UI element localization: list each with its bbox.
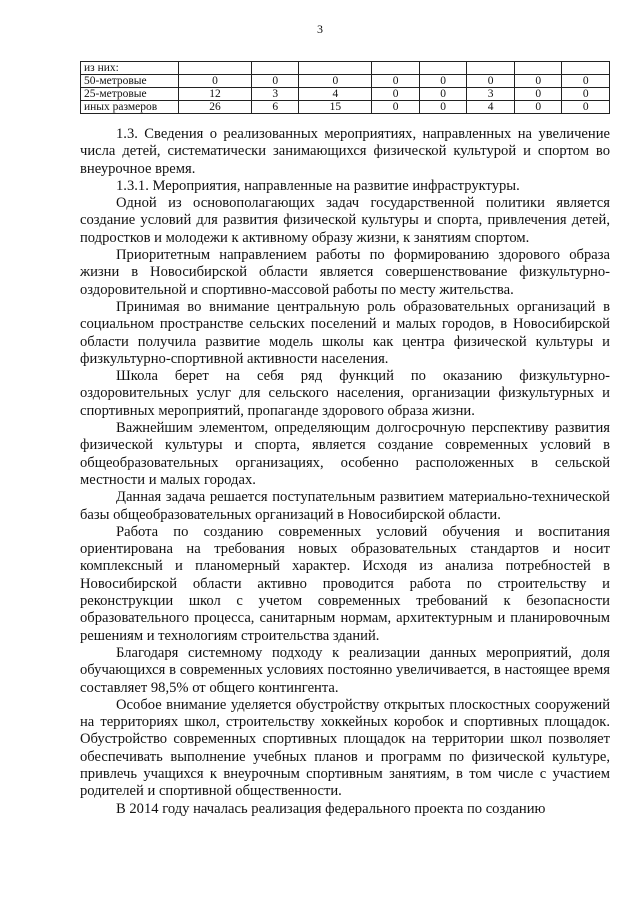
table-cell: 0	[562, 101, 610, 114]
table-row	[81, 62, 610, 75]
section-heading: 1.3. Сведения о реализованных мероприятиях, направленных на увеличение числа детей, систематически занимающихся физической культурой и спортом во внеурочное время.	[80, 126, 610, 177]
table-cell: 0	[562, 88, 610, 101]
table-cell: 0	[562, 75, 610, 88]
table-row	[81, 88, 610, 101]
table-cell: 3	[251, 88, 299, 101]
table-cell	[299, 62, 372, 75]
subsection-heading: 1.3.1. Мероприятия, направленные на развитие инфраструктуры.	[116, 177, 520, 194]
paragraph: Приоритетным направлением работы по формированию здорового образа жизни в Новосибирской области является совершенствование физкультурно-оздоровительной и спортивно-массовой работы по месту жительства.	[80, 247, 610, 298]
table-cell: 3	[467, 88, 515, 101]
paragraph: Школа берет на себя ряд функций по оказанию физкультурно-оздоровительных услуг для сельского населения, организации физкультурных и спортивных мероприятий, пропаганде здорового образа жизни.	[80, 368, 610, 419]
document-body	[80, 126, 610, 818]
table-cell: 0	[372, 88, 420, 101]
paragraph: Принимая во внимание центральную роль образовательных организаций в социальном пространстве сельских поселений и малых городов, в Новосибирской области получила развитие модель школы как центра физической культуры и физкультурно-спортивной активности населения.	[80, 298, 610, 367]
table-cell: 0	[372, 75, 420, 88]
table-cell: 0	[299, 75, 372, 88]
row-label: 25-метровые	[81, 88, 179, 101]
row-label: иных размеров	[81, 101, 179, 114]
paragraph: Благодаря системному подходу к реализации данных мероприятий, доля обучающихся в современных условиях постоянно увеличивается, в настоящее время составляет 98,5% от общего контингента.	[80, 644, 610, 696]
table-subheader: из них:	[81, 62, 179, 75]
table-cell	[251, 62, 299, 75]
table-cell: 0	[372, 101, 420, 114]
table-cell: 0	[514, 75, 562, 88]
table-cell	[467, 62, 515, 75]
paragraph: Одной из основополагающих задач государственной политики является создание условий для развития физической культуры и спорта, привлечения детей, подростков и молодежи к активному образу жизни, к занятиям спортом.	[80, 195, 610, 246]
table-cell: 0	[467, 75, 515, 88]
table-cell: 0	[251, 75, 299, 88]
table-cell	[562, 62, 610, 75]
table-cell: 12	[179, 88, 252, 101]
table-row	[81, 75, 610, 88]
table-cell	[372, 62, 420, 75]
row-label: 50-метровые	[81, 75, 179, 88]
table-cell: 6	[251, 101, 299, 114]
paragraph: В 2014 году началась реализация федерального проекта по созданию	[116, 800, 546, 817]
table-cell: 26	[179, 101, 252, 114]
table-row	[81, 101, 610, 114]
table-cell: 0	[179, 75, 252, 88]
paragraph: Данная задача решается поступательным развитием материально-технической базы общеобразовательных организаций в Новосибирской области.	[80, 489, 610, 523]
table-cell: 0	[514, 88, 562, 101]
table-cell: 4	[299, 88, 372, 101]
table-cell: 0	[419, 101, 467, 114]
table-cell	[179, 62, 252, 75]
table-cell	[419, 62, 467, 75]
table-cell	[514, 62, 562, 75]
table-cell: 4	[467, 101, 515, 114]
paragraph: Важнейшим элементом, определяющим долгосрочную перспективу развития физической культуры и спорта, является создание современных условий в общеобразовательных организациях, особенно расположенных в сельской местности и малых городах.	[80, 420, 610, 488]
statistics-table	[80, 61, 610, 114]
table-cell: 0	[419, 88, 467, 101]
table-cell: 0	[514, 101, 562, 114]
paragraph: Особое внимание уделяется обустройству открытых плоскостных сооружений на территориях школ, строительству хоккейных коробок и спортивных площадок. Обустройство современных спортивных площадок на территории школ позволяет обеспечивать выполнение учебных планов и программ по физической культуре, привлечь учащихся к внеурочным спортивным занятиям, в том числе с участием родителей и спортивной общественности.	[80, 696, 610, 800]
table-cell: 15	[299, 101, 372, 114]
table-cell: 0	[419, 75, 467, 88]
paragraph: Работа по созданию современных условий обучения и воспитания ориентирована на требования новых образовательных стандартов и носит комплексный и планомерный характер. Исходя из анализа потребностей в Новосибирской области активно проводится работа по строительству и реконструкции школ с учетом современных требований к безопасности образовательного процесса, санитарным нормам, архитектурным и планировочным решениям и технологиям строительства зданий.	[80, 523, 610, 644]
page-number: 3	[317, 22, 323, 36]
